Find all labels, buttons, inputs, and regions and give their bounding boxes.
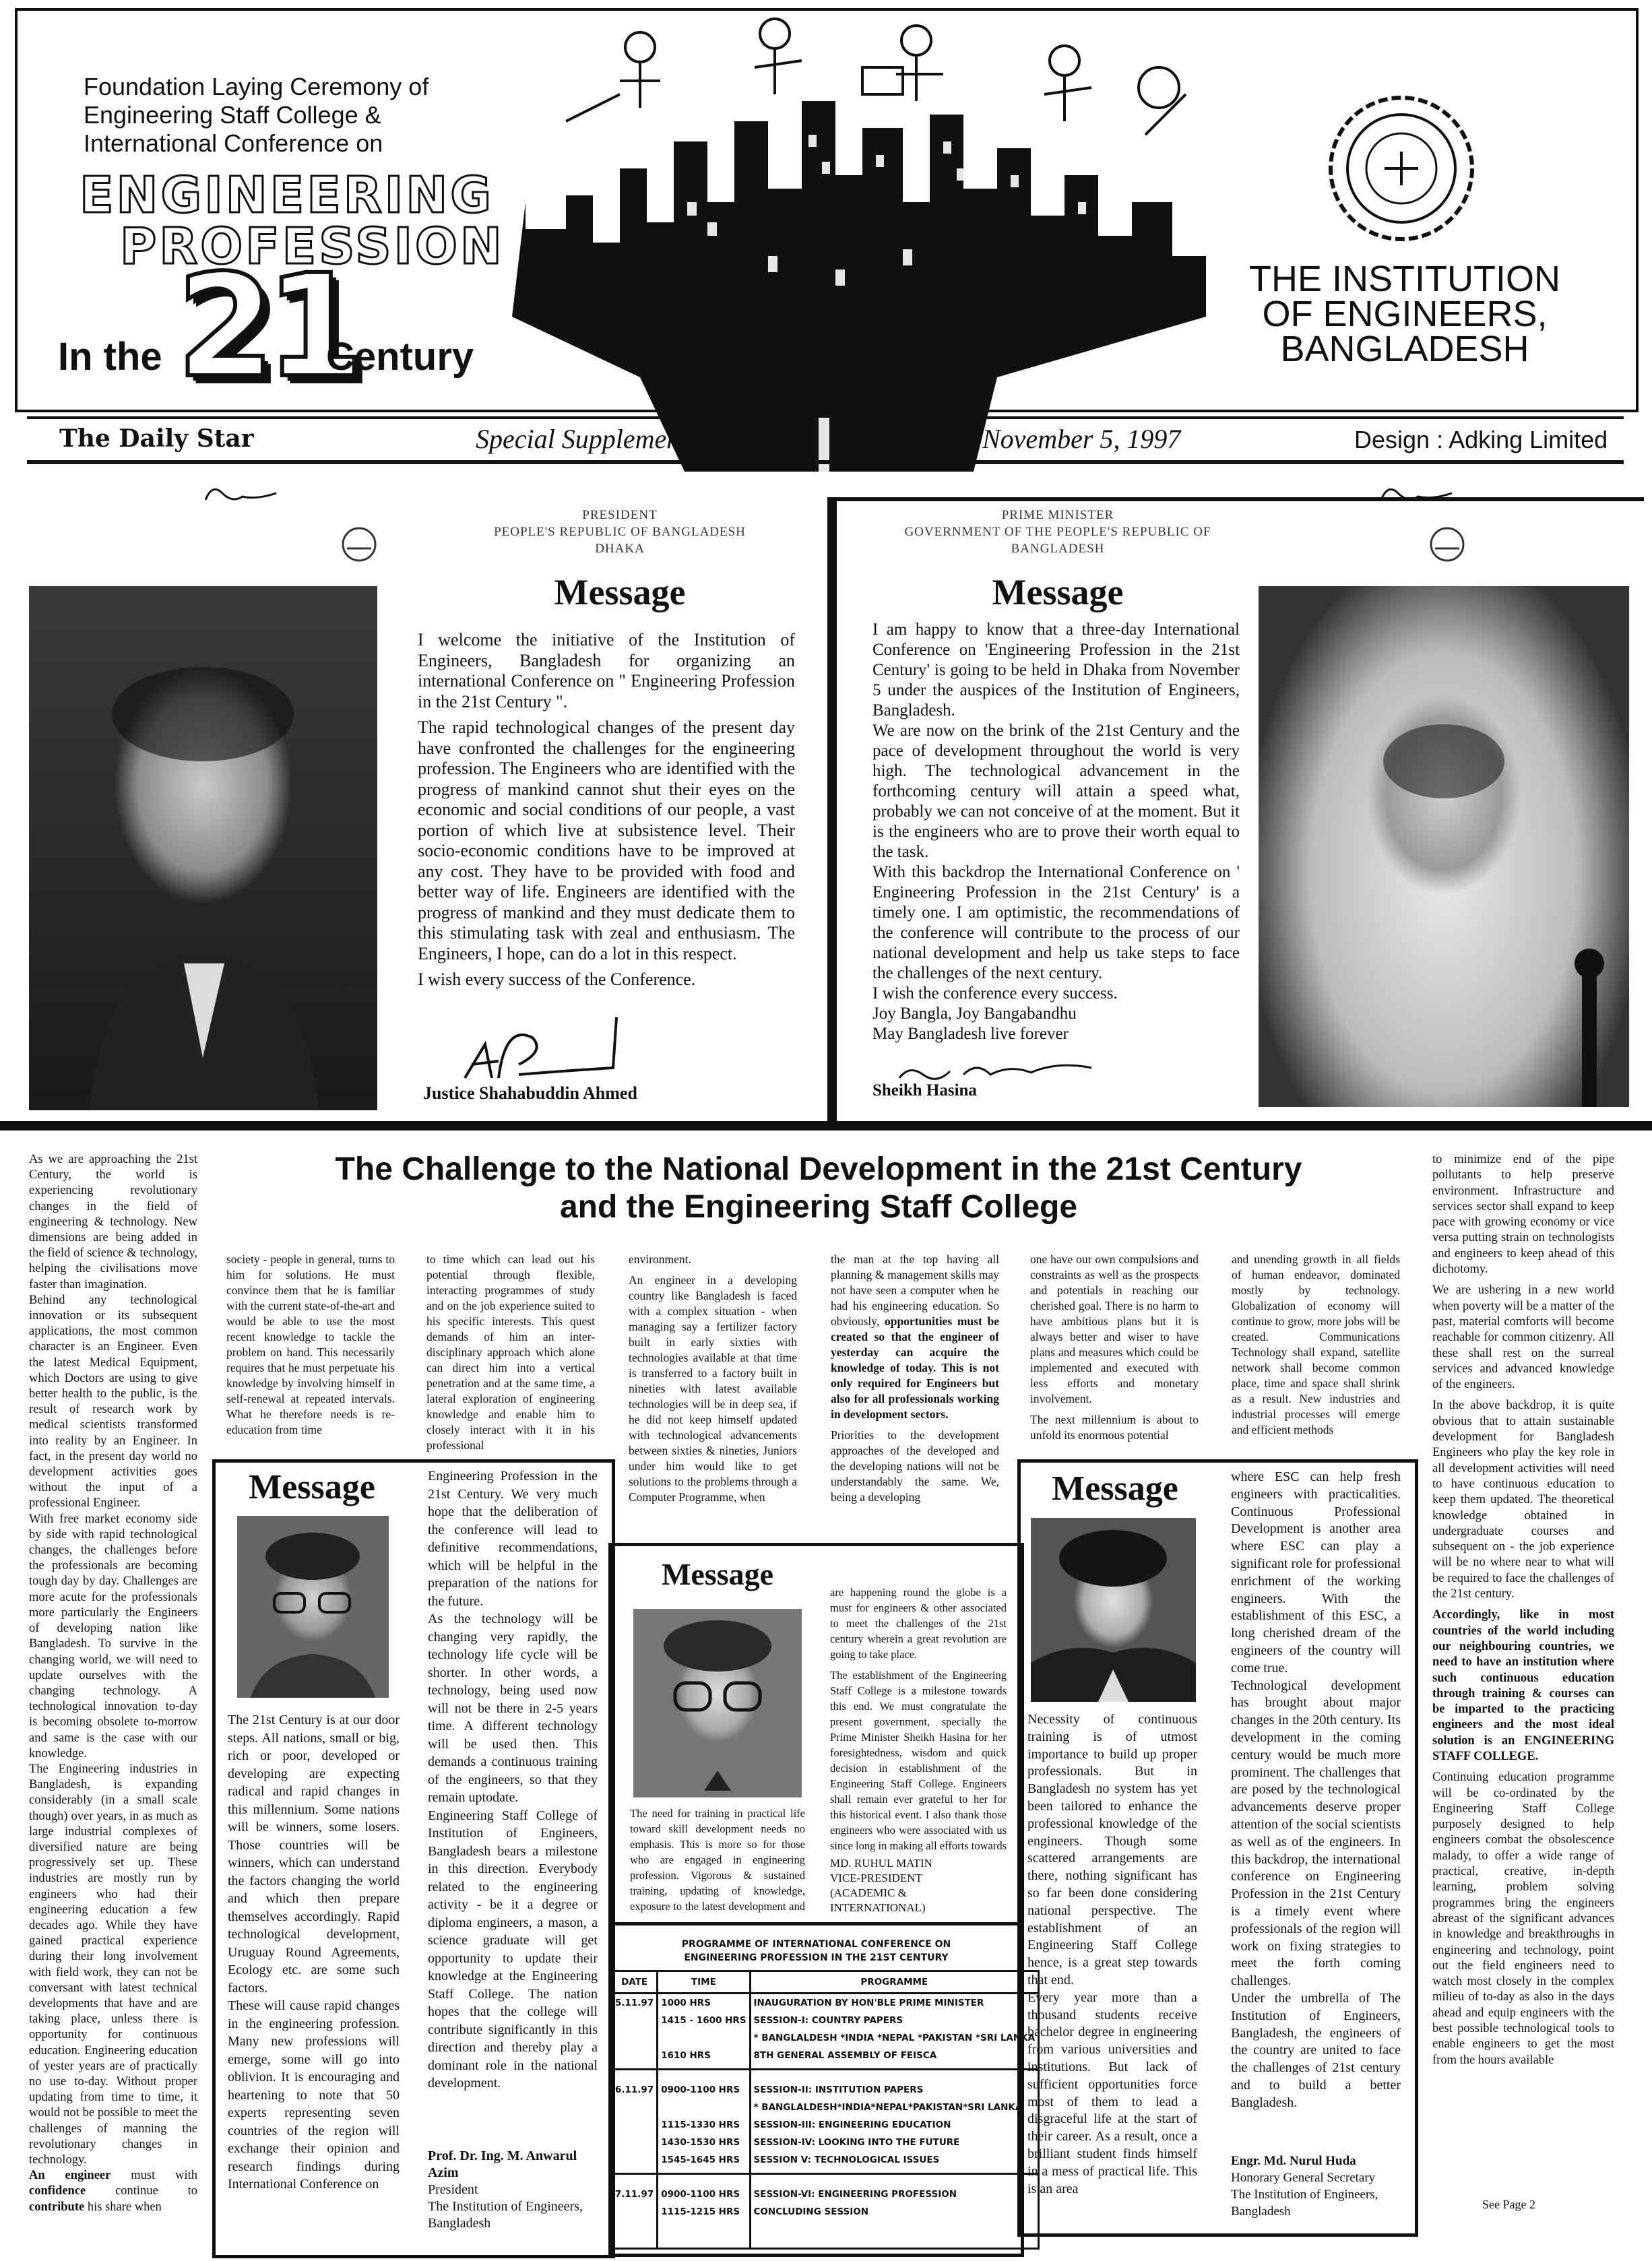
title-century: Century bbox=[326, 335, 474, 379]
bold-text-run: opportunities must be created so that the engineer of yesterday can acquire the knowledge of today. This is not only required for Engineers but also for all professionals working in development sectors. bbox=[831, 1314, 999, 1421]
text-run: With free market economy side by side with rapid technological changes, the challenges before the professionals are becoming tough day by day. Challenges are more acute for the professionals more particularly the Engineers of developing nation like Bangladesh. To survive in the changing world, we will need to update ourselves with the changing technology. A technological innovation to-day is becoming obsolete to-morrow and same is the case with our knowledge. bbox=[29, 1512, 197, 1760]
sign-line: (ACADEMIC & bbox=[830, 1886, 907, 1899]
programme-item: * BANGLALDESH *INDIA *NEPAL *PAKISTAN *SRI LANKA bbox=[750, 2029, 1039, 2047]
message-divider bbox=[827, 497, 837, 1126]
article-column bbox=[226, 1252, 395, 1454]
president-message-title: Message bbox=[554, 572, 686, 612]
paragraph bbox=[1432, 1152, 1614, 1277]
text-run: As we are approaching the 21st Century, the world is experiencing revolutionary changes in the field of engineering & technology. New dimensions are being added in the field of science & technology, helping the civilisations move faster than imagination. bbox=[29, 1153, 197, 1292]
spacer-cell bbox=[658, 2064, 750, 2070]
institution-name bbox=[1213, 261, 1597, 367]
programme-time: 1545-1645 HRS bbox=[658, 2151, 750, 2169]
text-run: May Bangladesh live forever bbox=[872, 1025, 1069, 1043]
sign-line: MD. RUHUL MATIN bbox=[830, 1857, 932, 1870]
programme-row bbox=[612, 2203, 1039, 2221]
text-run: The 21st Century is at our door steps. All nations, small or big, rich or poor, developed or developing are expecting radical and rapid changes in this millennium. Some nations will be winners, some losers. Those countries will be winners, which can understand the factors changing the world and which then prepare themselves accordingly. Rapid technological development, Uruguay Round Agreements, Ecology etc. are some such factors. bbox=[228, 1713, 400, 1996]
text-run: Behind any technological innovation or its subsequent applications, the most common character is an Engineer. Even the latest Medical Equipment, which Doctors are using to give better health to the public, is the result of research work by medical scientists transformed into reality by an Engineer. In fact, in the present day world no development activities goes without the input of a professional Engineer. bbox=[29, 1293, 197, 1510]
text-run: I am happy to know that a three-day International Conference on 'Engineering Profession in the 21st Century' is going to be held in Dhaka from November 5 under the auspices of the Institution of Engineers, Bangladesh. bbox=[872, 620, 1240, 720]
pm-signature bbox=[896, 1051, 1098, 1085]
programme-item: CONCLUDING SESSION bbox=[750, 2203, 1039, 2221]
signatory-role: President bbox=[428, 2182, 478, 2197]
programme-row bbox=[612, 2070, 1039, 2099]
paragraph bbox=[428, 1807, 598, 2093]
programme-time: 1610 HRS bbox=[658, 2047, 750, 2064]
article-column bbox=[831, 1252, 999, 1535]
matin-message-left bbox=[630, 1806, 805, 1913]
azim-signature-block bbox=[428, 2148, 604, 2232]
programme-item: SESSION V: TECHNOLOGICAL ISSUES bbox=[750, 2151, 1039, 2169]
azim-photo bbox=[237, 1516, 389, 1698]
text-run: An engineer in a developing country like Bangladesh is faced with a complex situation - when managing say a fertilizer factory built in early sixties with technologies available at that time is transferred to a factory built in nineties with latest available technologies will be in deep sea, if he did not keep himself updated with technological advancements between sixties & nineties, Juniors under him would like to get solutions to the problems through a Computer Programme, when bbox=[629, 1273, 797, 1504]
programme-day-group bbox=[612, 2174, 1039, 2249]
paragraph bbox=[872, 862, 1240, 984]
text-run: The next millennium is about to unfold its enormous potential bbox=[1030, 1413, 1199, 1442]
intro-line: International Conference on bbox=[84, 129, 383, 157]
paragraph bbox=[872, 984, 1240, 1004]
azim-message-right bbox=[428, 1467, 598, 2148]
office-line: PRIME MINISTER bbox=[1001, 508, 1114, 522]
text-run: Joy Bangla, Joy Bangabandhu bbox=[872, 1005, 1077, 1023]
programme-date: 6.11.97 bbox=[612, 2070, 658, 2099]
continued-note[interactable]: See Page 2 bbox=[1482, 2198, 1535, 2211]
spacer-cell bbox=[750, 2064, 1039, 2070]
text-run: I wish the conference every success. bbox=[872, 984, 1118, 1002]
article-column bbox=[426, 1252, 595, 1454]
paragraph bbox=[1432, 1283, 1614, 1393]
bold-text-run: contribute bbox=[29, 2200, 85, 2214]
sign-line: VICE-PRESIDENT bbox=[830, 1872, 922, 1884]
bold-text-run: An engineer bbox=[29, 2169, 111, 2183]
bold-text-run: confidence bbox=[29, 2184, 86, 2198]
programme-day-group bbox=[612, 1994, 1039, 2070]
text-run: Necessity of continuous training is of utmost importance to build up proper professionals. But in Bangladesh no system has yet been tailored to enhance the professional knowledge of the engineers. Though some scattered arrangements are there, nothing significant has so far been done considering national perspective. The establishment of an Engineering Staff College hence, is a great step towards that end. bbox=[1027, 1712, 1197, 1987]
spacer-cell bbox=[612, 2169, 658, 2174]
programme-row bbox=[612, 1994, 1039, 2012]
paragraph bbox=[418, 718, 795, 964]
programme-date bbox=[612, 2012, 658, 2029]
text-run: I welcome the initiative of the Institution of Engineers, Bangladesh for organizing an international Conference on " Engineering Profession in the 21st Century ". bbox=[418, 630, 795, 711]
pm-message-title: Message bbox=[992, 572, 1124, 612]
paragraph bbox=[1432, 1770, 1614, 2068]
text-run: are happening round the globe is a must for engineers & other associated to meet the challenges of the 21st century wherein a great revolution are going to take place. bbox=[830, 1586, 1007, 1661]
header-intro bbox=[84, 73, 488, 158]
office-line: PRESIDENT bbox=[582, 508, 658, 522]
signatory-name: Prof. Dr. Ing. M. Anwarul Azim bbox=[428, 2148, 577, 2180]
programme-date bbox=[612, 2029, 658, 2047]
paragraph bbox=[418, 630, 795, 712]
text-run: to time which can lead out his potential through flexible, interacting programmes of study and on the job experience suited to his specific interests. This quest demands of him an inter-disciplinary approach which alone can direct him into a vertical penetration and at the same time, a lateral exploration of engineering knowledge and enable him to closely interact with it in his professional bbox=[426, 1252, 595, 1452]
text-run: As the technology will be changing very rapidly, the technology life cycle will be shorter. In other words, a technology, being used now will not be there in 2-5 years time. A different technology will be used then. This demands a continuous training of the engineers, so that they remain uptodate. bbox=[428, 1612, 598, 1805]
strip-top-rule bbox=[974, 416, 1624, 419]
signatory-org: The Institution of Engineers, Bangladesh bbox=[428, 2199, 583, 2231]
title-engineering: ENGINEERING bbox=[80, 166, 494, 224]
programme-item: SESSION-IV: LOOKING INTO THE FUTURE bbox=[750, 2134, 1039, 2151]
paragraph bbox=[830, 1667, 1007, 1854]
programme-date bbox=[612, 2203, 658, 2221]
strip-bottom-rule bbox=[27, 460, 1624, 464]
programme-title-line: PROGRAMME OF INTERNATIONAL CONFERENCE ON bbox=[681, 1939, 951, 1950]
paragraph bbox=[29, 2168, 197, 2215]
office-line: PEOPLE'S REPUBLIC OF BANGLADESH bbox=[494, 525, 746, 539]
intro-line: Foundation Laying Ceremony of bbox=[84, 73, 429, 100]
paragraph bbox=[1027, 1711, 1197, 1989]
text-run: one have our own compulsions and constraints as well as the prospects and potentials in reaching our cherished goal. There is no harm to have ambitious plans but it is always better and wiser to have plans and measures which could be implemented and executed with less efforts and monetary involvement. bbox=[1030, 1252, 1199, 1405]
programme-date: 7.11.97 bbox=[612, 2174, 658, 2204]
paragraph bbox=[1030, 1252, 1199, 1407]
header-programme: PROGRAMME bbox=[750, 1971, 1039, 1994]
article-headline bbox=[216, 1151, 1422, 1226]
president-office bbox=[418, 507, 822, 557]
paragraph bbox=[629, 1273, 797, 1505]
huda-photo bbox=[1031, 1518, 1196, 1702]
newspaper-name: The Daily Star bbox=[59, 424, 254, 453]
paragraph bbox=[872, 1024, 1240, 1044]
text-run: Continuing education programme will be co-ordinated by the Engineering Staff College purposely designed to help engineers combat the obsolescence malady, to offer a wide range of practical, creative, in-depth learning, problem solving programmes bring the engineers abreast of the significant advances in knowledge and breakthroughs in engineering and technology, point out the field engineers need to watch most closely in the complex milieu of to-day as also in the days ahead and equip engineers with the best possible technological tools to enable engineers to get the most from the hours available bbox=[1432, 1771, 1614, 2067]
matin-photo bbox=[633, 1609, 802, 1797]
programme-item: 8TH GENERAL ASSEMBLY OF FEISCA bbox=[750, 2047, 1039, 2064]
programme-time: 0900-1100 HRS bbox=[658, 2174, 750, 2204]
headline-line: and the Engineering Staff College bbox=[559, 1189, 1078, 1225]
design-credit: Design : Adking Limited bbox=[1354, 426, 1608, 453]
engineering-collage-illustration bbox=[485, 0, 1246, 472]
azim-message-title: Message bbox=[249, 1468, 375, 1506]
text-run: Technological development has brought about major changes in the 20th century. Its development in the coming century would be much more prominent. The challenges that are posed by the technological advancements deserve proper attention of the social scientists as well as of the engineers. In this backdrop, the international conference on Engineering Profession in the 21st Century is a timely event where professionals of the region will work on fixing strategies to meet the forth coming challenges. bbox=[1231, 1678, 1401, 1989]
text-run: Engineering Profession in the 21st Century. We very much hope that the deliberation of the conference will lead to definitive recommendations, which will be helpful in the preparation of the nations for the future. bbox=[428, 1469, 598, 1609]
paragraph bbox=[1027, 1989, 1197, 2198]
signatory-role: Honorary General Secretary bbox=[1231, 2171, 1376, 2185]
programme-title bbox=[608, 1938, 1024, 1965]
programme-time bbox=[658, 2029, 750, 2047]
text-run: The rapid technological changes of the present day have confronted the challenges for the engineering profession. The Engineers who are identified with the progress of mankind cannot shut their eyes on the economic and social conditions of our people, a vast portion of which live at subsistence level. Their socio-economic conditions have to be improved at any cost. They have to be provided with food and better way of life. Engineers are identified with the progress of mankind and they must dedicate them to this stimulating task with zeal and enthusiasm. The Engineers, I hope, can do a lot in this respect. bbox=[418, 718, 795, 963]
programme-row bbox=[612, 2151, 1039, 2169]
programme-spacer bbox=[612, 2221, 1039, 2249]
programme-row bbox=[612, 2134, 1039, 2151]
text-run: and unending growth in all fields of human endeavor, dominated mostly by technology. Globalization of economy will continue to grow, more jobs will be created. Communications Technology shall expand, satellite network shall become common place, time and space shall shrink as a result. New industries and industrial processes will emerge and efficient methods bbox=[1232, 1252, 1400, 1436]
programme-date: 5.11.97 bbox=[612, 1994, 658, 2012]
paragraph bbox=[872, 1004, 1240, 1024]
headline-line: The Challenge to the National Development in the 21st Century bbox=[335, 1151, 1302, 1187]
text-run: his share when bbox=[84, 2200, 162, 2214]
text-run: Under the umbrella of The Institution of Engineers, Bangladesh, the engineers of the country are united to face the challenges of 21st century and to build a better Bangladesh. bbox=[1231, 1990, 1401, 2110]
programme-item: SESSION-VI: ENGINEERING PROFESSION bbox=[750, 2174, 1039, 2204]
paragraph bbox=[1231, 1990, 1401, 2112]
paragraph bbox=[630, 1806, 805, 1913]
text-run: Priorities to the development approaches of the developed and the developing nations will not be understandably the same. We, being a developing bbox=[831, 1428, 999, 1504]
text-run: The establishment of the Engineering Staff College is a milestone towards this end. We must congratulate the present government, specially the Prime Minister Sheikh Hasina for her foresightedness, wisdom and quick decision in establishment of the Engineering Staff College. Engineers shall remain ever grateful to her for this historical event. I also thank those engineers who were associated with us since long in making all efforts towards bbox=[830, 1669, 1007, 1852]
programme-row bbox=[612, 2099, 1039, 2116]
programme-date bbox=[612, 2134, 658, 2151]
paragraph bbox=[831, 1252, 999, 1422]
programme-time bbox=[658, 2099, 750, 2116]
paragraph bbox=[428, 1467, 598, 1610]
programme-row bbox=[612, 2047, 1039, 2064]
office-line: GOVERNMENT OF THE PEOPLE'S REPUBLIC OF bbox=[904, 525, 1211, 539]
programme-row bbox=[612, 2029, 1039, 2047]
text-run: The need for training in practical life toward skill development needs no emphasis. This is more so for those who are engaged in engineering profession. Vigorous & sustained training, updating of knowledge, exposure to the latest development and bbox=[630, 1807, 805, 1913]
header-date: DATE bbox=[612, 1971, 658, 1994]
matin-signature-block bbox=[830, 1856, 932, 1915]
programme-spacer bbox=[612, 2064, 1039, 2070]
programme-title-line: ENGINEERING PROFESSION IN THE 21ST CENTURY bbox=[684, 1952, 949, 1963]
signatory-org: Bangladesh bbox=[1231, 2204, 1291, 2219]
president-message-body bbox=[418, 630, 795, 1048]
paragraph bbox=[1030, 1412, 1199, 1443]
spacer-cell bbox=[658, 2169, 750, 2174]
spacer-cell bbox=[612, 2221, 658, 2249]
article-column bbox=[1030, 1252, 1199, 1454]
bold-text-run: Accordingly, like in most countries of the world including our neighbouring countries, we need to have an institution where such continuous education through training & courses can be imparted to the practicing engineers and the most ideal solution is an ENGINEERING STAFF COLLEGE. bbox=[1432, 1608, 1614, 1763]
programme-row bbox=[612, 2012, 1039, 2029]
paragraph bbox=[1231, 1678, 1401, 1990]
sign-line: INTERNATIONAL) bbox=[830, 1901, 926, 1914]
paragraph bbox=[228, 1711, 400, 1997]
title-profession: PROFESSION bbox=[120, 218, 505, 276]
prime-minister-photo bbox=[1259, 586, 1629, 1107]
huda-message-right bbox=[1231, 1469, 1401, 2146]
section-label: Special Supplement bbox=[476, 424, 688, 454]
programme-row bbox=[612, 2116, 1039, 2134]
programme-row bbox=[612, 2174, 1039, 2204]
text-run: These will cause rapid changes in the engineering profession. Many new professions will emerge, some will go into oblivion. It is encouraging and heartening to note that 50 experts representing seven countries of the region will exchange their opinion and research findings during International Conference on bbox=[228, 1998, 400, 2192]
signatory-name: Engr. Md. Nurul Huda bbox=[1231, 2154, 1356, 2168]
programme-item: SESSION-II: INSTITUTION PAPERS bbox=[750, 2070, 1039, 2099]
programme-item: INAUGURATION BY HON'BLE PRIME MINISTER bbox=[750, 1994, 1039, 2012]
pm-section-top-rule bbox=[827, 497, 1644, 501]
paragraph bbox=[830, 1585, 1007, 1662]
paragraph bbox=[1432, 1398, 1614, 1602]
programme-time: 0900-1100 HRS bbox=[658, 2070, 750, 2099]
paragraph bbox=[831, 1428, 999, 1505]
programme-date bbox=[612, 2099, 658, 2116]
article-right-column bbox=[1432, 1152, 1614, 2193]
text-run: must with bbox=[110, 2169, 197, 2183]
paragraph bbox=[428, 1610, 598, 1807]
azim-message-left bbox=[228, 1711, 400, 2250]
paragraph bbox=[29, 1762, 197, 2168]
article-column bbox=[629, 1252, 797, 1535]
institution-line: OF ENGINEERS, bbox=[1262, 294, 1548, 334]
pm-signatory: Sheikh Hasina bbox=[872, 1081, 977, 1100]
paragraph bbox=[629, 1252, 797, 1267]
institution-emblem-icon bbox=[340, 526, 378, 563]
text-run: society - people in general, turns to him for solutions. He must convince them that he is familiar with the current state-of-the-art and would be able to use the most recent knowledge to tackle the problem on hand. This necessarily requires that he must perpetuate his knowledge by involving himself in self-renewal at repeated intervals. What he therefore needs is re-education from time bbox=[226, 1252, 395, 1436]
text-run: continue to bbox=[86, 2184, 197, 2198]
text-run: the man at the top having all planning & management skills may not have seen a computer when he had his engineering education. So obviously, bbox=[831, 1252, 999, 1328]
programme-day-group bbox=[612, 2070, 1039, 2174]
text-run: environment. bbox=[629, 1252, 691, 1266]
paragraph bbox=[29, 1293, 197, 1512]
institution-line: BANGLADESH bbox=[1280, 329, 1529, 369]
paragraph bbox=[226, 1252, 395, 1438]
text-run: With this backdrop the International Conference on ' Engineering Profession in the 21st Century' is a timely one. I am optimistic, the recommendations of the conference will contribute to the process of our national development and help us take steps to face the challenges of the next century. bbox=[872, 863, 1240, 982]
text-run: where ESC can help fresh engineers with practicalities. Continuous Professional Development is another area where ESC can play a significant role for professional enrichment of the working engineers. With the establishment of this ESC, a long cherished dream of the engineers of the country will come true. bbox=[1231, 1469, 1401, 1676]
spacer-cell bbox=[612, 2064, 658, 2070]
signatory-org: The Institution of Engineers, bbox=[1231, 2188, 1378, 2202]
paragraph bbox=[418, 969, 795, 990]
institution-emblem-icon bbox=[1428, 526, 1466, 563]
paragraph bbox=[1432, 1607, 1614, 1764]
programme-time: 1415 - 1600 HRS bbox=[658, 2012, 750, 2029]
bengali-signature-mark bbox=[202, 480, 283, 507]
programme-item: * BANGLALDESH*INDIA*NEPAL*PAKISTAN*SRI LANKA bbox=[750, 2099, 1039, 2116]
header-time: TIME bbox=[658, 1971, 750, 1994]
programme-date bbox=[612, 2047, 658, 2064]
text-run: I wish every success of the Conference. bbox=[418, 969, 696, 989]
programme-date bbox=[612, 2116, 658, 2134]
matin-message-title: Message bbox=[661, 1557, 774, 1591]
title-in-the: In the bbox=[58, 335, 162, 379]
paragraph bbox=[872, 620, 1240, 721]
paragraph bbox=[426, 1252, 595, 1453]
paragraph bbox=[29, 1152, 197, 1293]
spacer-cell bbox=[750, 2221, 1039, 2249]
bengali-signature-mark bbox=[1378, 480, 1459, 507]
huda-message-left bbox=[1027, 1711, 1197, 2233]
article-left-column bbox=[29, 1152, 197, 2257]
spacer-cell bbox=[750, 2169, 1039, 2174]
institution-line: THE INSTITUTION bbox=[1249, 259, 1560, 299]
office-line: BANGLADESH bbox=[1011, 542, 1105, 556]
pm-office bbox=[862, 507, 1253, 557]
programme-table-header bbox=[612, 1971, 1039, 1994]
programme-item: SESSION-III: ENGINEERING EDUCATION bbox=[750, 2116, 1039, 2134]
title-21: 21 bbox=[177, 244, 355, 409]
huda-signature-block bbox=[1231, 2153, 1378, 2220]
matin-message-right bbox=[830, 1585, 1007, 1854]
paragraph bbox=[1232, 1252, 1400, 1438]
institution-of-engineers-logo bbox=[1321, 88, 1482, 249]
programme-time: 1000 HRS bbox=[658, 1994, 750, 2012]
issue-date: November 5, 1997 bbox=[982, 424, 1181, 454]
text-run: We are ushering in a new world when poverty will be a matter of the past, material comforts will become reachable for common citizenry. All these shall rest on the surreal services and advanced knowledge of the engineers. bbox=[1432, 1283, 1614, 1392]
paragraph bbox=[1231, 1469, 1401, 1678]
spacer-cell bbox=[658, 2221, 750, 2249]
text-run: In the above backdrop, it is quite obvious that to attain sustainable development for Bangladesh Engineers who play the key role in all development activities will need to have continuous education to keep them updated. The theoretical knowledge obtained in undergraduate courses and subsequent on - the job experience will be no where near to what will be required to face the challenges of the 21st century. bbox=[1432, 1399, 1614, 1601]
programme-time: 1115-1215 HRS bbox=[658, 2203, 750, 2221]
text-run: Every year more than a thousand students receive bachelor degree in engineering from various universities and institutions. But lack of sufficient opportunities force most of them to lead a disgraceful life at the start of their career. As a result, once a brilliant student finds himself in a mess of practical life. This is an area bbox=[1027, 1989, 1197, 2196]
text-run: We are now on the brink of the 21st Century and the pace of development throughout the world is very high. The technological advancement in the forthcoming century will attain a speed what, probably we can not conceive of at the moment. But it is the engineers who are to prove their worth equal to the task. bbox=[872, 722, 1240, 861]
president-signature bbox=[458, 1011, 633, 1091]
president-photo bbox=[29, 586, 377, 1110]
paragraph bbox=[228, 1997, 400, 2194]
programme-date bbox=[612, 2151, 658, 2169]
section-rule bbox=[0, 1121, 1652, 1130]
huda-message-title: Message bbox=[1052, 1469, 1178, 1508]
programme-table bbox=[610, 1970, 1040, 2250]
text-run: The Engineering industries in Bangladesh, is expanding considerably (in a small scale though) over years, in as much as large industrial complexes of diversified nature are being progressively set up. These industries are mostly run by engineers who had their engineering education a few decades ago. While they have gained practical experience during their long involvement with field work, they can not be conversant with latest technical developments that have and are taking place, unless there is opportunity for continuous education. Engineering education of yester years are of practically no use to-day. Without proper updating from time to time, it would not be possible to meet the challenges of manning the revolutionary changes in technology. bbox=[29, 1762, 197, 2167]
paragraph bbox=[29, 1512, 197, 1762]
article-column bbox=[1232, 1252, 1400, 1454]
pm-message-body bbox=[872, 620, 1240, 1051]
text-run: to minimize end of the pipe pollutants to help preserve environment. Infrastructure and services sector shall expand to keep pace with growing economy or vice versa putting strain on technologists and engineers to keep ahead of this dichotomy. bbox=[1432, 1153, 1614, 1277]
text-run: Engineering Staff College of Institution of Engineers, Bangladesh bears a milestone in this direction. Everybody related to the engineering activity - be it a degree or diploma engineers, a mason, a science graduate will get opportunity to update their knowledge at the Engineering Staff College. The nation hopes that the college will contribute significantly in this direction and thereby play a dominant role in the national development. bbox=[428, 1808, 598, 2091]
strip-top-rule bbox=[27, 416, 685, 419]
programme-item: SESSION-I: COUNTRY PAPERS bbox=[750, 2012, 1039, 2029]
office-line: DHAKA bbox=[595, 542, 645, 556]
programme-time: 1115-1330 HRS bbox=[658, 2116, 750, 2134]
intro-line: Engineering Staff College & bbox=[84, 101, 381, 129]
programme-spacer bbox=[612, 2169, 1039, 2174]
president-signatory: Justice Shahabuddin Ahmed bbox=[423, 1083, 637, 1103]
paragraph bbox=[872, 721, 1240, 862]
programme-time: 1430-1530 HRS bbox=[658, 2134, 750, 2151]
